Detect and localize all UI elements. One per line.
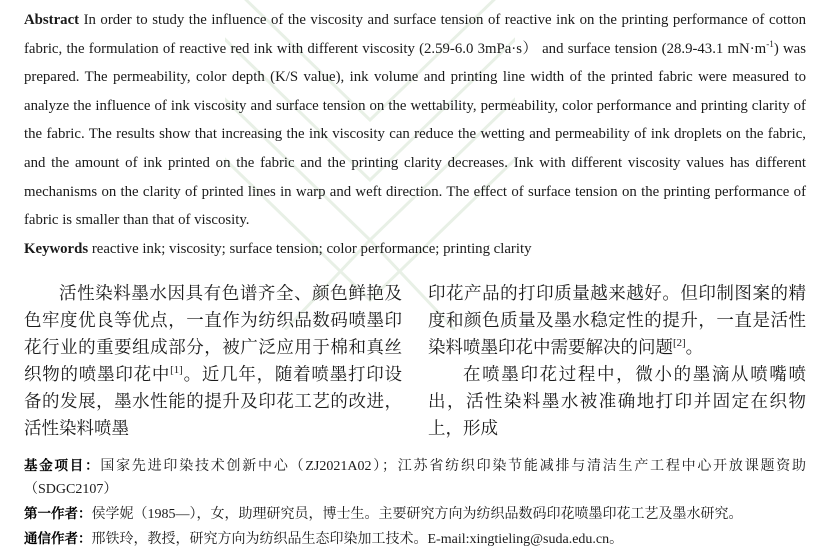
document-content: [24, 0, 806, 551]
funding-note: [24, 454, 806, 501]
left-p1-text-1: 活性染料墨水因具有色谱齐全、颜色鲜艳及色牢度优良等优点，一直作为纺织品数码喷墨印花行业的重要组成部分，被广泛应用于棉和真丝织物的喷墨印花中: [24, 283, 402, 385]
abstract-paragraph: [24, 0, 806, 235]
keywords-text: reactive ink; viscosity; surface tension; color performance; printing clarity: [88, 240, 532, 257]
first-author-label: 第一作者：: [24, 506, 92, 522]
funding-label: 基金项目：: [24, 458, 101, 474]
left-p1-text-2: 。近几年，随着喷墨打印设备的发展，墨水性能的提升及印花工艺的改进，活性染料喷墨: [24, 364, 403, 439]
keywords-line: [24, 235, 806, 264]
footnote-block: [24, 454, 806, 551]
first-author-text: 侯学妮（1985—），女，助理研究员，博士生。主要研究方向为纺织品数码印花喷墨印花工艺及墨水研究。: [91, 507, 743, 523]
corresponding-author-label: 通信作者：: [24, 531, 92, 547]
abstract-label: Abstract: [24, 12, 80, 28]
right-column: [428, 280, 806, 442]
keywords-label: Keywords: [24, 240, 89, 257]
citation-ref-1: [1]: [170, 364, 183, 377]
right-p2-text: 在喷墨印花过程中，微小的墨滴从喷嘴喷出，活性染料墨水被准确地打印并固定在织物上，形成: [428, 364, 806, 439]
right-p1-text-2: 。: [685, 337, 704, 358]
abstract-text-1: In order to study the influence of the viscosity and surface tension of reactive ink on the printing performance of cotton fabric, the formulation of reactive red ink with different viscosity (2.59-6.0 3mPa·s） and surface tension (28.9-43.1 mN·m: [24, 12, 806, 57]
funding-text: 国家先进印染技术创新中心（ZJ2021A02）；江苏省纺织印染节能减排与清洁生产工程中心开放课题资助（SDGC2107）: [24, 459, 807, 498]
abstract-superscript: -1: [766, 38, 774, 49]
abstract-text-2: ) was prepared. The permeability, color depth (K/S value), ink volume and printing line width of the printed fabric were measured to analyze the influence of ink viscosity and surface tension on the wettability, permeability, color performance and printing clarity of the fabric. The results show that increasing the ink viscosity can reduce the wetting and permeability of ink droplets on the fabric, and the amount of ink printed on the fabric and the printing clarity decreases. Ink with different viscosity values has different mechanisms on the clarity of printed lines in warp and weft direction. The effect of surface tension on the printing performance of fabric is smaller than that of viscosity.: [24, 40, 807, 229]
corresponding-author-note: [24, 527, 806, 551]
right-column-paragraph-1: [428, 280, 806, 361]
left-column-paragraph: [24, 280, 402, 442]
right-p1-text-1: 印花产品的打印质量越来越好。但印制图案的精度和颜色质量及墨水稳定性的提升，一直是活性染料喷墨印花中需要解决的问题: [428, 283, 806, 358]
citation-ref-2: [2]: [673, 337, 686, 350]
right-column-paragraph-2: [428, 361, 806, 442]
corresponding-author-text: 邢铁玲，教授，研究方向为纺织品生态印染加工技术。E-mail:xingtieling@suda.edu.cn。: [91, 532, 624, 548]
first-author-note: [24, 502, 806, 526]
chinese-body-columns: [24, 280, 806, 442]
left-column: [24, 280, 402, 442]
